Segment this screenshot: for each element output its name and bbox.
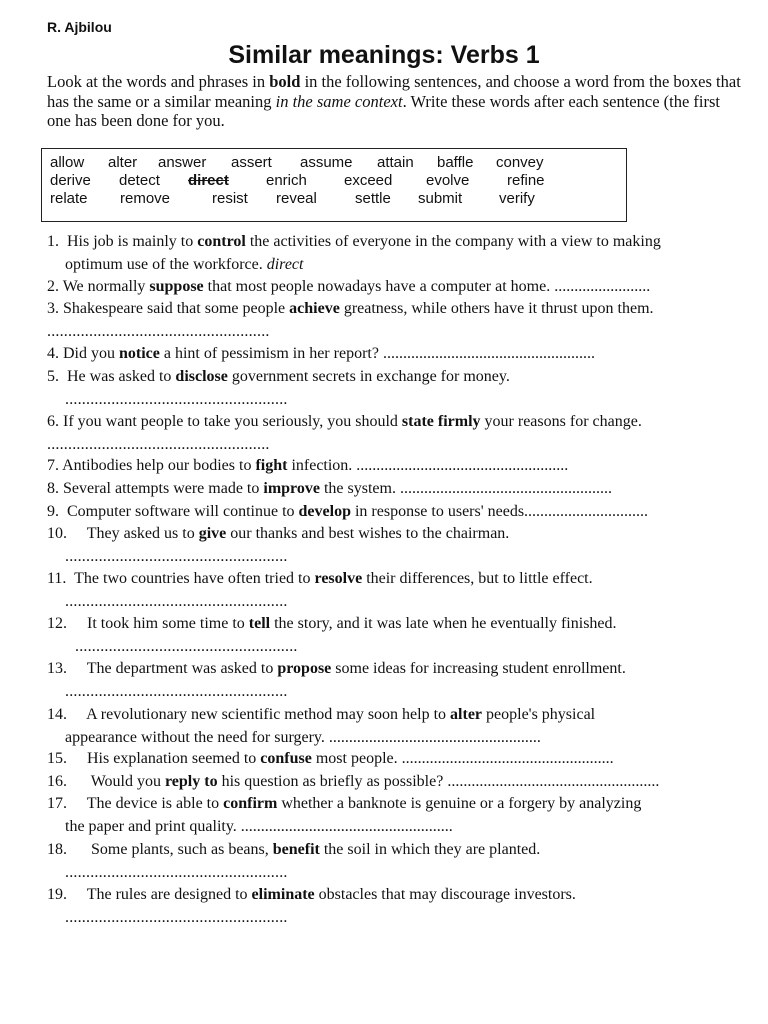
question-keyword: control — [197, 233, 246, 250]
question-item — [47, 771, 752, 794]
question-number: 5. — [47, 368, 59, 385]
question-number: 13. — [47, 660, 67, 677]
question-number: 8. — [47, 480, 59, 497]
question-text: people's physical — [482, 706, 596, 723]
question-text: If you want people to take you seriously, you should — [63, 413, 402, 430]
question-number: 19. — [47, 886, 67, 903]
word-option-crossed-out: direct — [188, 172, 229, 189]
question-text: the story, and it was late when he eventually finished. — [270, 615, 617, 632]
word-option: remove — [120, 190, 171, 207]
question-text: His explanation seemed to — [87, 750, 261, 767]
question-text: greatness, while others have it thrust upon them. — [339, 300, 654, 317]
instructions-bold-word: bold — [269, 72, 301, 91]
question-keyword: develop — [298, 503, 351, 520]
instructions — [47, 72, 747, 131]
question-item — [47, 884, 752, 929]
word-option: enrich — [266, 172, 307, 189]
question-keyword: improve — [263, 480, 320, 497]
question-text: the system. ..................................................... — [319, 480, 612, 497]
question-number: 1. — [47, 233, 59, 250]
question-text: The rules are designed to — [86, 886, 252, 903]
answer-blank: ..................................................... — [47, 435, 270, 453]
author-name: R. Ajbilou — [47, 19, 112, 35]
question-text: their differences, but to little effect. — [362, 570, 593, 587]
question-text: Antibodies help our bodies to — [62, 457, 256, 474]
example-answer: direct — [266, 255, 304, 273]
question-keyword: resolve — [314, 570, 363, 587]
question-keyword: tell — [248, 615, 271, 632]
page-title: Similar meanings: Verbs 1 — [228, 41, 540, 69]
word-option: settle — [355, 190, 391, 207]
question-item — [47, 343, 752, 366]
question-number: 3. — [47, 300, 59, 317]
question-text: Would you — [90, 773, 165, 790]
question-item — [47, 568, 752, 613]
question-item — [47, 793, 752, 838]
question-text: appearance without the need for surgery. ..................................................... — [65, 728, 541, 746]
question-number: 10. — [47, 525, 67, 542]
question-item — [47, 298, 752, 343]
question-text: Some plants, such as beans, — [91, 841, 273, 858]
word-option: convey — [496, 154, 544, 171]
question-text: infection. ..................................................... — [287, 457, 569, 474]
question-text: government secrets in exchange for money. — [227, 368, 510, 385]
question-number: 4. — [47, 345, 59, 362]
question-number: 14. — [47, 706, 67, 723]
word-option: answer — [158, 154, 207, 171]
word-option: assume — [300, 154, 353, 171]
question-text: The department was asked to — [86, 660, 278, 677]
question-keyword: confirm — [223, 795, 278, 812]
answer-blank: ..................................................... — [47, 322, 270, 340]
question-item — [47, 613, 752, 658]
word-option: resist — [212, 190, 248, 207]
question-item — [47, 748, 752, 771]
question-text: Shakespeare said that some people — [63, 300, 290, 317]
word-option: detect — [119, 172, 160, 189]
question-number: 6. — [47, 413, 59, 430]
question-text: the soil in which they are planted. — [319, 841, 541, 858]
word-option: submit — [418, 190, 463, 207]
question-text: optimum use of the workforce. — [65, 255, 267, 273]
question-text: He was asked to — [67, 368, 176, 385]
question-text: a hint of pessimism in her report? ..................................................... — [159, 345, 595, 362]
question-keyword: state firmly — [401, 413, 481, 430]
question-item — [47, 704, 752, 749]
question-item — [47, 231, 752, 276]
question-text: the paper and print quality. ..................................................... — [65, 817, 453, 835]
question-text: his question as briefly as possible? ..................................................... — [217, 773, 660, 790]
question-text: obstacles that may discourage investors. — [314, 886, 576, 903]
answer-blank: ..................................................... — [65, 863, 288, 881]
question-item — [47, 411, 752, 456]
answer-blank: ..................................................... — [75, 637, 298, 655]
question-keyword: achieve — [289, 300, 340, 317]
question-keyword: give — [198, 525, 227, 542]
question-text: Several attempts were made to — [63, 480, 264, 497]
question-text: your reasons for change. — [480, 413, 642, 430]
question-item — [47, 455, 752, 478]
word-box — [41, 148, 627, 222]
question-item — [47, 658, 752, 703]
answer-blank: ..................................................... — [65, 908, 288, 926]
instructions-text: Look at the words and phrases in — [47, 72, 270, 91]
question-keyword: fight — [255, 457, 288, 474]
question-keyword: benefit — [272, 841, 320, 858]
question-number: 2. — [47, 278, 59, 295]
question-number: 12. — [47, 615, 67, 632]
word-option: exceed — [344, 172, 393, 189]
question-number: 15. — [47, 750, 67, 767]
question-text: most people. ..................................................... — [311, 750, 614, 767]
instructions-italic: in the same context — [275, 91, 403, 111]
question-number: 18. — [47, 841, 67, 858]
question-keyword: reply to — [164, 773, 218, 790]
word-option: attain — [377, 154, 414, 171]
question-text: that most people nowadays have a computer at home. ........................ — [203, 278, 651, 295]
question-keyword: suppose — [149, 278, 204, 295]
question-text: the activities of everyone in the company with a view to making — [245, 233, 661, 250]
question-text: It took him some time to — [87, 615, 249, 632]
instructions-text: in the following sentences, and choose a word from the boxes that has the same or a similar meaning — [47, 72, 741, 111]
question-number: 11. — [47, 570, 67, 587]
question-text: our thanks and best wishes to the chairman. — [226, 525, 510, 542]
question-item — [47, 523, 752, 568]
question-keyword: propose — [277, 660, 332, 677]
question-keyword: notice — [119, 345, 160, 362]
question-item — [47, 839, 752, 884]
question-text: The device is able to — [86, 795, 224, 812]
word-option: evolve — [426, 172, 470, 189]
question-keyword: disclose — [175, 368, 228, 385]
question-number: 16. — [47, 773, 67, 790]
word-option: reveal — [276, 190, 317, 207]
word-option: refine — [507, 172, 545, 189]
question-keyword: eliminate — [251, 886, 315, 903]
question-item — [47, 366, 752, 411]
word-option: allow — [50, 154, 85, 171]
answer-blank: ..................................................... — [65, 390, 288, 408]
question-text: We normally — [62, 278, 150, 295]
question-text: some ideas for increasing student enrollment. — [331, 660, 626, 677]
word-option: alter — [108, 154, 138, 171]
answer-blank: ..................................................... — [65, 547, 288, 565]
question-keyword: alter — [450, 706, 483, 723]
word-option: baffle — [437, 154, 474, 171]
word-option: verify — [499, 190, 535, 207]
question-text: His job is mainly to — [67, 233, 198, 250]
question-text: A revolutionary new scientific method may soon help to — [86, 706, 451, 723]
question-item — [47, 478, 752, 501]
word-option: derive — [50, 172, 91, 189]
question-number: 9. — [47, 503, 59, 520]
question-text: whether a banknote is genuine or a forgery by analyzing — [277, 795, 642, 812]
word-option: assert — [231, 154, 272, 171]
question-text: They asked us to — [86, 525, 199, 542]
question-text: Computer software will continue to — [67, 503, 299, 520]
question-text: The two countries have often tried to — [74, 570, 315, 587]
question-text: in response to users' needs............................... — [350, 503, 649, 520]
instructions-text: . Write these words after each sentence (the first one has been done for you. — [47, 91, 720, 130]
question-number: 7. — [47, 457, 59, 474]
answer-blank: ..................................................... — [65, 592, 288, 610]
word-option: relate — [50, 190, 88, 207]
answer-blank: ..................................................... — [65, 682, 288, 700]
question-number: 17. — [47, 795, 67, 812]
question-keyword: confuse — [260, 750, 312, 767]
question-item — [47, 276, 752, 299]
question-text: Did you — [63, 345, 119, 362]
question-item — [47, 501, 752, 524]
